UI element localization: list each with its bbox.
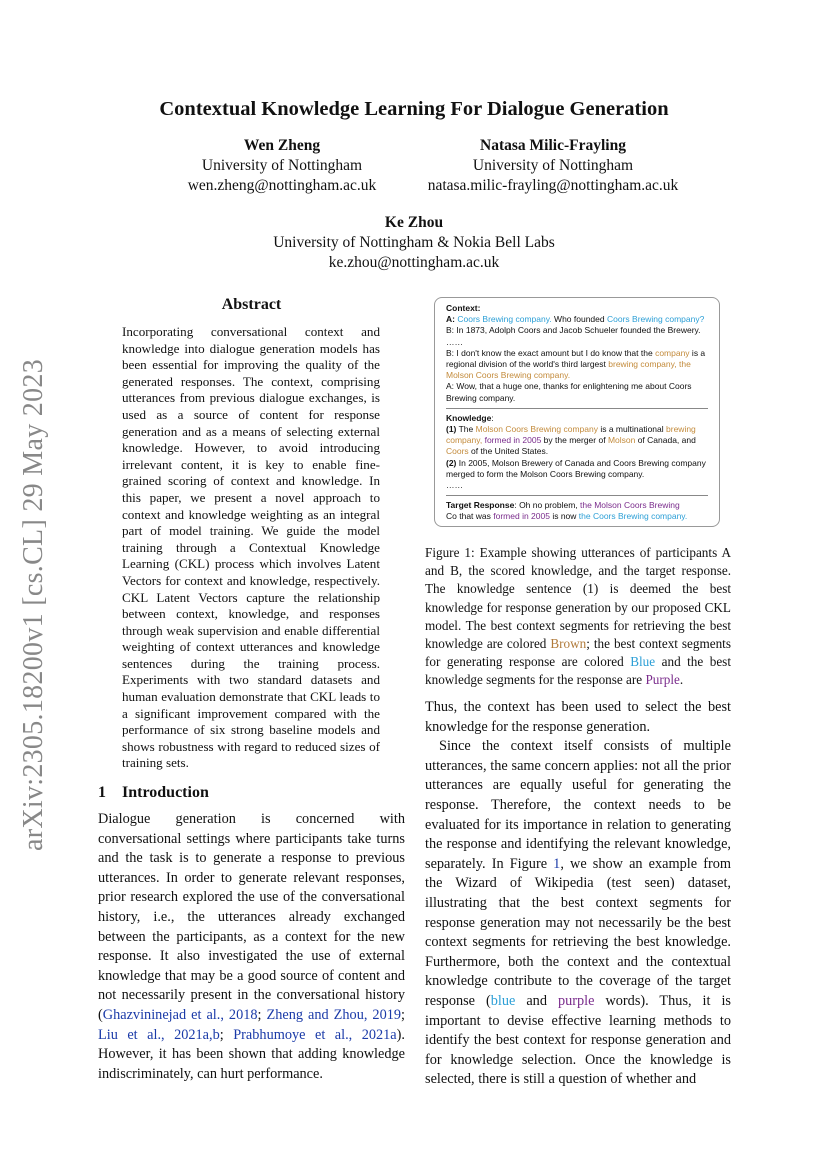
figure-utterance-b2: B: I don't know the exact amount but I do know that the company is a regional division of the world's third largest brewing company, the Molson Coors Brewing company. — [446, 347, 706, 381]
author-block-3 — [200, 213, 628, 273]
section-number: 1 — [98, 784, 106, 801]
figure-utterance-a1: A: Coors Brewing company. Who founded Coors Brewing company? — [446, 314, 705, 325]
author-block-1 — [166, 136, 398, 196]
citation-link[interactable]: Prabhumoye et al., 2021a — [233, 1026, 397, 1043]
figure-1-box — [434, 297, 720, 527]
arxiv-sidebar-id: arXiv:2305.18200v1 [cs.CL] 29 May 2023 — [18, 358, 49, 852]
figure-ref-link[interactable]: 1 — [553, 855, 561, 872]
paragraph: Since the context itself consists of multiple utterances, the same concern applies: not all the prior utterances are equally useful for generating the response. Therefore, the context needs to be evaluated for its importance in relation to generating the response and identifying the relevant knowledge, separately. In Figure 1, we show an example from the Wizard of Wikipedia (test seen) dataset, illustrating that the best context segments for response generation may not necessarily be the best context segments for retrieving the best knowledge. Furthermore, both the context and the contextual knowledge contribute to the coverage of the target response (blue and purple words). Thus, it is important to devise effective learning methods to identify the best context for response generation and for knowledge selection. Once the knowledge is selected, there is still a question of whether and — [425, 738, 731, 1088]
figure-knowledge-2: (2) In 2005, Molson Brewery of Canada and Coors Brewing company merged to form the Molson Coors Brewing company. — [446, 457, 706, 479]
figure-knowledge-1: (1) The Molson Coors Brewing company is a multinational brewing company, formed in 2005 by the merger of Molson of Canada, and Coors of the United States. — [446, 424, 696, 457]
citation-sep: ; — [219, 1026, 234, 1043]
figure-context-label: Context: — [446, 303, 481, 313]
author-name: Natasa Milic-Frayling — [480, 137, 626, 154]
citation-sep: ; — [257, 1006, 267, 1023]
abstract-text: Incorporating conversational context and knowledge into dialogue generation models has been essential for improving the quality of the generated responses. The context, comprising utterances from previous dialogue exchanges, is used as a source of content for response generation and as a means of selecting external knowledge. However, to avoid introducing irrelevant content, it is key to enable fine-grained scoring of context and knowledge. In this paper, we present a novel approach to context and knowledge weighting as an integral part of model training. We guide the model training through a Contextual Knowledge Learning (CKL) process which involves Latent Vectors for context and knowledge, respectively. CKL Latent Vectors capture the relationship between context, knowledge, and responses through weak supervision and enable differential weighting of context utterances and knowledge sentences during the training process. Experiments with two standard datasets and human evaluation demonstrate that CKL leads to a significant improvement compared with the performance of six strong baseline models and shows robustness with regard to reduced sizes of training sets. — [122, 324, 380, 771]
paragraph: Thus, the context has been used to select the best knowledge for the response generation. — [425, 699, 731, 735]
figure-knowledge-label: Knowledge: — [446, 412, 494, 423]
figure-divider — [446, 408, 708, 409]
intro-text: ). However, it has been shown that adding knowledge indiscriminately, can hurt performance. — [98, 1026, 406, 1082]
abstract-heading: Abstract — [221, 296, 282, 313]
section-title: Introduction — [122, 784, 209, 801]
figure-target-response: Target Response: Oh no problem, the Molson Coors Brewing — [446, 500, 680, 511]
intro-text: Dialogue generation is concerned with conversational settings where participants take turns and the task is to generate a response to previous utterances. In order to generate relevant responses, prior research explored the use of the conversational history, i.e., the utterances already exchanged between the participants, as a context for the new response. It also investigated the use of external knowledge that may be a good source of content and not necessarily present in the conversational history ( — [98, 811, 405, 1023]
author-affiliation: University of Nottingham & Nokia Bell Labs — [273, 234, 555, 251]
section-heading — [98, 784, 209, 802]
author-block-2 — [408, 136, 698, 196]
figure-caption: Figure 1: Example showing utterances of participants A and B, the scored knowledge, and the target response. The knowledge sentence (1) is deemed the best knowledge for response generation by our proposed CKL model. The best context segments for retrieving the best knowledge are colored Brown; the best context segments for generating response are colored Blue and the best knowledge segments for the response are Purple. — [425, 545, 731, 688]
author-email: ke.zhou@nottingham.ac.uk — [328, 254, 500, 271]
figure-ellipsis: …… — [446, 336, 463, 347]
author-affiliation: University of Nottingham — [201, 157, 363, 174]
author-name: Wen Zheng — [243, 137, 321, 154]
citation-link[interactable]: Zheng and Zhou, 2019 — [266, 1006, 402, 1023]
author-email: wen.zheng@nottingham.ac.uk — [187, 177, 377, 194]
figure-divider — [446, 495, 708, 496]
author-affiliation: University of Nottingham — [472, 157, 634, 174]
figure-utterance-a2: A: Wow, that a huge one, thanks for enlightening me about Coors Brewing company. — [446, 381, 692, 403]
author-name: Ke Zhou — [384, 214, 444, 231]
right-column-text — [425, 698, 731, 1090]
figure-utterance-b1: B: In 1873, Adolph Coors and Jacob Schueler founded the Brewery. — [446, 325, 701, 336]
citation-link[interactable]: Liu et al., 2021a,b — [98, 1026, 220, 1043]
author-email: natasa.milic-frayling@nottingham.ac.uk — [427, 177, 679, 194]
citation-sep: ; — [401, 1006, 405, 1023]
intro-paragraph — [98, 810, 405, 1084]
paper-title: Contextual Knowledge Learning For Dialogue Generation — [159, 98, 669, 120]
figure-target-response-cont: Co that was formed in 2005 is now the Coors Brewing company. — [446, 511, 688, 522]
figure-ellipsis: …… — [446, 480, 463, 491]
citation-link[interactable]: Ghazvininejad et al., 2018 — [102, 1006, 258, 1023]
